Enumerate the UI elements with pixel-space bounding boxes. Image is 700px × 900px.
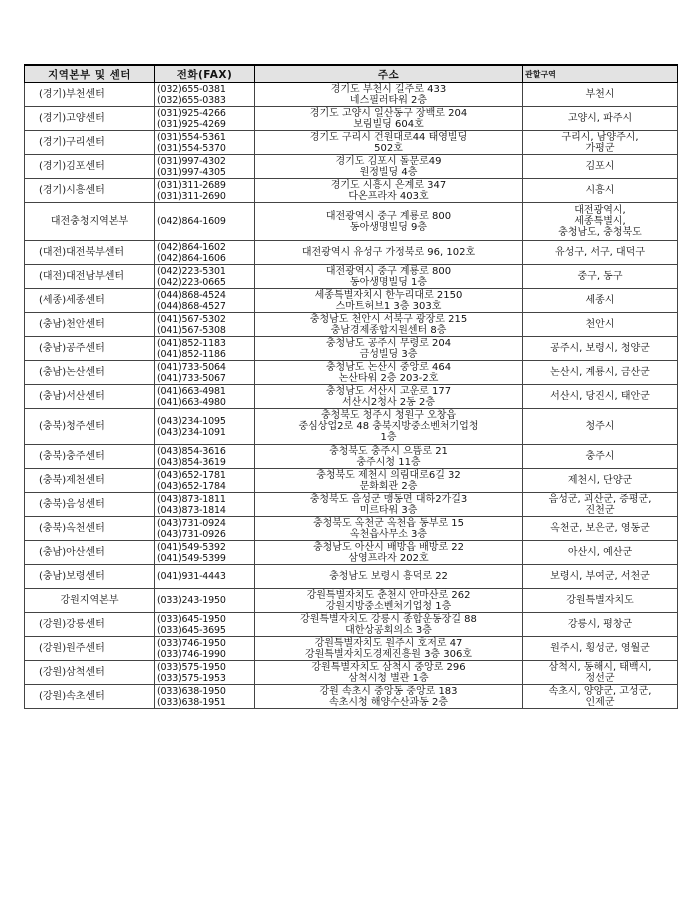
table-row xyxy=(25,409,678,445)
phone-fax xyxy=(155,83,255,107)
center-name: (강원)강릉센터 xyxy=(25,613,155,637)
table-row xyxy=(25,613,678,637)
center-name: (충남)아산센터 xyxy=(25,541,155,565)
address xyxy=(255,203,523,241)
phone-fax-line: (031)554-5370 xyxy=(157,142,226,154)
center-name: (충북)제천센터 xyxy=(25,469,155,493)
phone-fax-line: (043)731-0924 xyxy=(157,517,226,529)
address-line: 동아생명빌딩 9층 xyxy=(349,221,428,233)
address-line: 충청남도 논산시 중앙로 464 xyxy=(325,361,452,373)
phone-fax-line: (032)655-0383 xyxy=(157,94,226,106)
address-line: 속초시청 해양수산과동 2층 xyxy=(329,696,448,708)
header-address: 주소 xyxy=(255,65,523,83)
table-row xyxy=(25,83,678,107)
phone-fax-line: (043)234-1095 xyxy=(157,415,226,427)
jurisdiction-line: 충주시 xyxy=(585,451,615,462)
table-row xyxy=(25,385,678,409)
phone-fax xyxy=(155,637,255,661)
jurisdiction xyxy=(523,409,678,445)
jurisdiction-line: 유성구, 서구, 대덕구 xyxy=(555,247,645,258)
phone-fax xyxy=(155,517,255,541)
phone-fax xyxy=(155,469,255,493)
jurisdiction xyxy=(523,385,678,409)
address xyxy=(255,313,523,337)
address-line: 경기도 부천시 길주로 433 xyxy=(330,83,447,95)
center-name: (경기)구리센터 xyxy=(25,131,155,155)
jurisdiction-line: 서산시, 당진시, 태안군 xyxy=(550,391,650,402)
address xyxy=(255,107,523,131)
address xyxy=(255,565,523,589)
jurisdiction xyxy=(523,83,678,107)
center-name: (충남)보령센터 xyxy=(25,565,155,589)
table-row xyxy=(25,661,678,685)
address-line: 삼영프라자 202호 xyxy=(348,552,429,564)
address-line: 스마트허브1 3층 303호 xyxy=(335,300,442,312)
address-line: 경기도 구리시 건원대로44 태영빌딩 xyxy=(309,131,468,143)
phone-fax-line: (033)746-1950 xyxy=(157,637,226,649)
jurisdiction-line: 공주시, 보령시, 청양군 xyxy=(550,343,650,354)
jurisdiction-line: 아산시, 예산군 xyxy=(567,547,633,558)
phone-fax-line: (043)652-1781 xyxy=(157,469,226,481)
address xyxy=(255,541,523,565)
phone-fax-line: (031)997-4305 xyxy=(157,166,226,178)
phone-fax-line: (042)223-5301 xyxy=(157,265,226,277)
phone-fax xyxy=(155,385,255,409)
phone-fax xyxy=(155,361,255,385)
center-name: 강원지역본부 xyxy=(25,589,155,613)
phone-fax-line: (042)223-0665 xyxy=(157,276,226,288)
address-line: 논산타워 2층 203-2호 xyxy=(338,372,439,384)
center-name: (대전)대전북부센터 xyxy=(25,241,155,265)
table-row xyxy=(25,179,678,203)
phone-fax-line: (043)234-1091 xyxy=(157,426,226,438)
phone-fax xyxy=(155,289,255,313)
jurisdiction-line: 가평군 xyxy=(585,142,615,154)
jurisdiction-line: 제천시, 단양군 xyxy=(567,475,633,486)
jurisdiction-line: 속초시, 양양군, 고성군, xyxy=(548,685,652,697)
phone-fax-line: (041)567-5302 xyxy=(157,313,226,325)
jurisdiction-line: 강원특별자치도 xyxy=(566,595,634,606)
address-line: 경기도 김포시 돌문로49 xyxy=(335,155,442,167)
center-name: (강원)삼척센터 xyxy=(25,661,155,685)
table-row xyxy=(25,493,678,517)
phone-fax-line: (033)645-1950 xyxy=(157,613,226,625)
address-line: 충청북도 음성군 맹동면 대하2가길3 xyxy=(309,493,468,505)
phone-fax-line: (031)925-4266 xyxy=(157,107,226,119)
jurisdiction xyxy=(523,565,678,589)
address xyxy=(255,589,523,613)
address-line: 1층 xyxy=(380,432,397,443)
address-line: 삼척시청 별관 1층 xyxy=(348,672,429,684)
phone-fax-line: (033)243-1950 xyxy=(157,595,226,606)
jurisdiction xyxy=(523,155,678,179)
address-line: 강원특별자치도 강릉시 종합운동장길 88 xyxy=(300,613,477,625)
jurisdiction-line: 구리시, 남양주시, xyxy=(561,131,639,143)
phone-fax-line: (031)554-5361 xyxy=(157,131,226,143)
table-row xyxy=(25,361,678,385)
phone-fax-line: (041)549-5392 xyxy=(157,541,226,553)
center-name: (경기)부천센터 xyxy=(25,83,155,107)
phone-fax-line: (041)663-4980 xyxy=(157,396,226,408)
phone-fax-line: (033)638-1951 xyxy=(157,696,226,708)
jurisdiction-line: 중구, 동구 xyxy=(577,271,623,282)
table-row xyxy=(25,469,678,493)
phone-fax-line: (041)733-5067 xyxy=(157,372,226,384)
address-line: 동아생명빌딩 1층 xyxy=(349,276,428,288)
table-row xyxy=(25,337,678,361)
address-line: 강원특별자치도 삼척시 중앙로 296 xyxy=(311,661,466,673)
table-row xyxy=(25,685,678,709)
address xyxy=(255,337,523,361)
jurisdiction xyxy=(523,361,678,385)
phone-fax xyxy=(155,131,255,155)
phone-fax-line: (041)549-5399 xyxy=(157,552,226,564)
address-line: 대한상공회의소 3층 xyxy=(345,624,432,636)
jurisdiction-line: 충청남도, 충청북도 xyxy=(558,227,642,238)
phone-fax-line: (042)864-1602 xyxy=(157,241,226,253)
phone-fax xyxy=(155,155,255,179)
table-row xyxy=(25,589,678,613)
address xyxy=(255,517,523,541)
address xyxy=(255,155,523,179)
jurisdiction-line: 청주시 xyxy=(585,421,615,432)
phone-fax-line: (031)311-2690 xyxy=(157,190,226,202)
address xyxy=(255,445,523,469)
center-name: (경기)시흥센터 xyxy=(25,179,155,203)
center-name: (강원)속초센터 xyxy=(25,685,155,709)
phone-fax-line: (043)854-3619 xyxy=(157,456,226,468)
jurisdiction-line: 옥천군, 보은군, 영동군 xyxy=(550,523,650,534)
phone-fax-line: (044)868-4527 xyxy=(157,300,226,312)
phone-fax-line: (033)638-1950 xyxy=(157,685,226,697)
jurisdiction-line: 대전광역시, xyxy=(574,205,626,216)
center-name: (충북)옥천센터 xyxy=(25,517,155,541)
phone-fax xyxy=(155,265,255,289)
jurisdiction-line: 천안시 xyxy=(585,319,615,330)
jurisdiction xyxy=(523,493,678,517)
jurisdiction xyxy=(523,589,678,613)
jurisdiction xyxy=(523,107,678,131)
address xyxy=(255,179,523,203)
address-line: 충남경제종합지원센터 8층 xyxy=(330,324,447,336)
address-line: 강원지방중소벤처기업청 1층 xyxy=(325,600,452,612)
phone-fax-line: (041)733-5064 xyxy=(157,361,226,373)
phone-fax-line: (033)645-3695 xyxy=(157,624,226,636)
center-name: (충북)청주센터 xyxy=(25,409,155,445)
jurisdiction-line: 부천시 xyxy=(585,89,615,100)
center-name: (충북)충주센터 xyxy=(25,445,155,469)
address-line: 강원 속초시 중앙동 중앙로 183 xyxy=(319,685,458,697)
phone-fax-line: (031)925-4269 xyxy=(157,118,226,130)
phone-fax-line: (033)575-1953 xyxy=(157,672,226,684)
address xyxy=(255,685,523,709)
phone-fax-line: (031)997-4302 xyxy=(157,155,226,167)
table-row xyxy=(25,637,678,661)
jurisdiction-line: 김포시 xyxy=(585,161,615,172)
jurisdiction-line: 정선군 xyxy=(585,672,615,684)
phone-fax-line: (041)567-5308 xyxy=(157,324,226,336)
center-name: (경기)김포센터 xyxy=(25,155,155,179)
phone-fax-line: (033)746-1990 xyxy=(157,648,226,660)
jurisdiction xyxy=(523,541,678,565)
jurisdiction-line: 세종특별시, xyxy=(574,216,626,227)
phone-fax xyxy=(155,493,255,517)
address-line: 충청남도 보령시 흥덕로 22 xyxy=(329,571,448,582)
address-line: 서산시2청사 2동 2층 xyxy=(341,396,436,408)
phone-fax-line: (041)931-4443 xyxy=(157,571,226,582)
jurisdiction xyxy=(523,469,678,493)
phone-fax-line: (044)868-4524 xyxy=(157,289,226,301)
jurisdiction xyxy=(523,203,678,241)
address-line: 문화회관 2층 xyxy=(359,480,418,492)
phone-fax-line: (043)873-1811 xyxy=(157,493,226,505)
jurisdiction xyxy=(523,445,678,469)
jurisdiction-line: 음성군, 괴산군, 증평군, xyxy=(548,493,652,505)
center-name: (충남)서산센터 xyxy=(25,385,155,409)
address-line: 금성빌딩 3층 xyxy=(359,348,418,360)
table-header-row xyxy=(25,65,678,83)
jurisdiction-line: 강릉시, 평창군 xyxy=(567,619,633,630)
address-line: 경기도 고양시 일산동구 장백로 204 xyxy=(309,107,468,119)
jurisdiction-line: 시흥시 xyxy=(585,185,615,196)
address-line: 다온프라자 403호 xyxy=(348,190,429,202)
center-name: (대전)대전남부센터 xyxy=(25,265,155,289)
phone-fax xyxy=(155,241,255,265)
address-line: 충청남도 천안시 서북구 광장로 215 xyxy=(309,313,468,325)
table-row xyxy=(25,241,678,265)
jurisdiction xyxy=(523,131,678,155)
center-name: (경기)고양센터 xyxy=(25,107,155,131)
jurisdiction-line: 진천군 xyxy=(585,504,615,516)
jurisdiction xyxy=(523,613,678,637)
phone-fax xyxy=(155,107,255,131)
center-name: (충북)음성센터 xyxy=(25,493,155,517)
address-line: 미르타워 3층 xyxy=(359,504,418,516)
jurisdiction-line: 세종시 xyxy=(585,295,615,306)
phone-fax-line: (031)311-2689 xyxy=(157,179,226,191)
jurisdiction-line: 삼척시, 동해시, 태백시, xyxy=(548,661,652,673)
address-line: 옥천읍사무소 3층 xyxy=(349,528,428,540)
phone-fax-line: (041)852-1186 xyxy=(157,348,226,360)
phone-fax-line: (041)663-4981 xyxy=(157,385,226,397)
center-name: (강원)원주센터 xyxy=(25,637,155,661)
phone-fax xyxy=(155,589,255,613)
jurisdiction xyxy=(523,179,678,203)
header-region: 지역본부 및 센터 xyxy=(25,65,155,83)
center-name: (충남)천안센터 xyxy=(25,313,155,337)
phone-fax xyxy=(155,337,255,361)
address-line: 네스필러타워 2층 xyxy=(349,94,428,106)
phone-fax xyxy=(155,685,255,709)
jurisdiction xyxy=(523,313,678,337)
center-name: (충남)공주센터 xyxy=(25,337,155,361)
phone-fax-line: (041)852-1183 xyxy=(157,337,226,349)
address xyxy=(255,493,523,517)
phone-fax-line: (042)864-1609 xyxy=(157,216,226,227)
jurisdiction xyxy=(523,241,678,265)
address-line: 502호 xyxy=(374,142,403,154)
address-line: 강원특별자치도 원주시 호저로 47 xyxy=(314,637,463,649)
address xyxy=(255,613,523,637)
phone-fax-line: (043)652-1784 xyxy=(157,480,226,492)
address xyxy=(255,469,523,493)
phone-fax xyxy=(155,179,255,203)
address xyxy=(255,409,523,445)
address-line: 충청북도 옥천군 옥천읍 동부로 15 xyxy=(312,517,465,529)
table-row xyxy=(25,265,678,289)
table-row xyxy=(25,517,678,541)
address-line: 강원특별자치도 춘천시 안마산로 262 xyxy=(306,589,471,601)
address xyxy=(255,131,523,155)
phone-fax-line: (033)575-1950 xyxy=(157,661,226,673)
jurisdiction xyxy=(523,265,678,289)
jurisdiction xyxy=(523,289,678,313)
address-line: 경기도 시흥시 은계로 347 xyxy=(330,179,447,191)
address xyxy=(255,637,523,661)
phone-fax-line: (042)864-1606 xyxy=(157,252,226,264)
header-phone: 전화(FAX) xyxy=(155,65,255,83)
address-line: 강원특별자치도경제진흥원 3층 306호 xyxy=(304,648,473,660)
table-row xyxy=(25,541,678,565)
phone-fax xyxy=(155,409,255,445)
address-line: 세종특별자치시 한누리대로 2150 xyxy=(314,289,463,301)
address-line: 원정빌딩 4층 xyxy=(359,166,418,178)
address xyxy=(255,289,523,313)
phone-fax xyxy=(155,541,255,565)
phone-fax-line: (043)731-0926 xyxy=(157,528,226,540)
phone-fax xyxy=(155,313,255,337)
table-row xyxy=(25,565,678,589)
phone-fax-line: (043)873-1814 xyxy=(157,504,226,516)
table-row xyxy=(25,155,678,179)
table-row xyxy=(25,445,678,469)
jurisdiction-line: 보령시, 부여군, 서천군 xyxy=(550,571,650,582)
address-line: 충청북도 충주시 으뜸로 21 xyxy=(329,445,448,457)
address xyxy=(255,661,523,685)
table-row xyxy=(25,107,678,131)
phone-fax xyxy=(155,613,255,637)
address-line: 보림빌딩 604호 xyxy=(353,118,424,130)
center-name: 대전충청지역본부 xyxy=(25,203,155,241)
address-line: 대전광역시 중구 계룡로 800 xyxy=(325,210,452,222)
address-line: 충주시청 11층 xyxy=(356,456,421,468)
address xyxy=(255,83,523,107)
jurisdiction-line: 원주시, 횡성군, 영월군 xyxy=(550,643,650,654)
address-line: 대전광역시 중구 계룡로 800 xyxy=(325,265,452,277)
jurisdiction-line: 인제군 xyxy=(585,696,615,708)
phone-fax xyxy=(155,445,255,469)
jurisdiction xyxy=(523,661,678,685)
phone-fax xyxy=(155,661,255,685)
address-line: 대전광역시 유성구 가정북로 96, 102호 xyxy=(301,247,476,258)
table-body xyxy=(25,83,678,709)
center-directory-table xyxy=(24,64,678,709)
address xyxy=(255,241,523,265)
address-line: 충청남도 공주시 무령로 204 xyxy=(325,337,452,349)
address-line: 충청남도 서산시 고운로 177 xyxy=(325,385,452,397)
address-line: 충청북도 청주시 청원구 오창읍 xyxy=(320,410,457,421)
address-line: 충청북도 제천시 의림대로6길 32 xyxy=(316,469,461,481)
address xyxy=(255,385,523,409)
address xyxy=(255,361,523,385)
phone-fax-line: (043)854-3616 xyxy=(157,445,226,457)
jurisdiction xyxy=(523,685,678,709)
center-name: (세종)세종센터 xyxy=(25,289,155,313)
table-row xyxy=(25,289,678,313)
jurisdiction-line: 고양시, 파주시 xyxy=(567,113,633,124)
phone-fax-line: (032)655-0381 xyxy=(157,83,226,95)
address xyxy=(255,265,523,289)
jurisdiction xyxy=(523,337,678,361)
phone-fax xyxy=(155,565,255,589)
table-row xyxy=(25,313,678,337)
address-line: 충청남도 아산시 배방읍 배방로 22 xyxy=(312,541,465,553)
address-line: 중심상업2로 48 충북지방중소벤처기업청 xyxy=(298,421,479,432)
center-name: (충남)논산센터 xyxy=(25,361,155,385)
table-row xyxy=(25,203,678,241)
jurisdiction xyxy=(523,517,678,541)
phone-fax xyxy=(155,203,255,241)
header-area: 관할구역 xyxy=(523,65,678,83)
table-row xyxy=(25,131,678,155)
jurisdiction xyxy=(523,637,678,661)
jurisdiction-line: 논산시, 계룡시, 금산군 xyxy=(550,367,650,378)
